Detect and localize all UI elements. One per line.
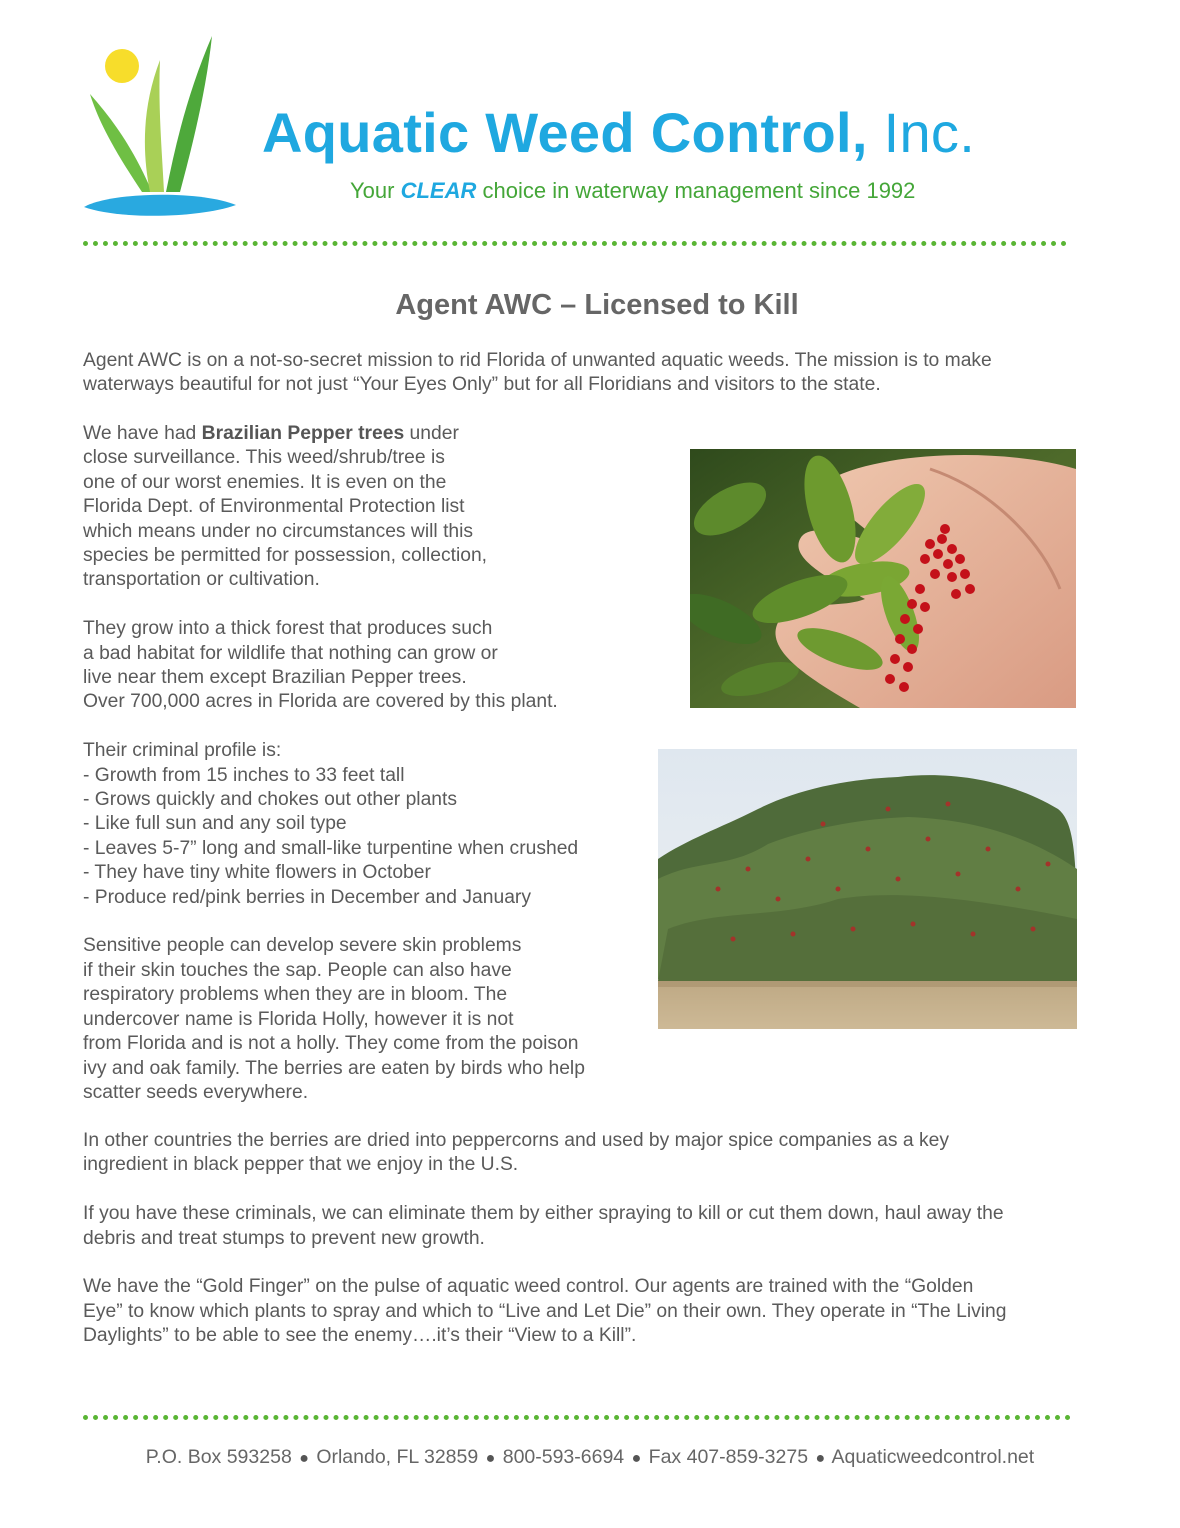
eliminate-line: debris and treat stumps to prevent new growth. (83, 1227, 485, 1249)
footer-fax: Fax 407-859-3275 (648, 1446, 809, 1468)
pepper-bush-photo (658, 749, 1077, 1029)
footer-phone: 800-593-6694 (502, 1446, 625, 1468)
profile-paragraph (83, 739, 653, 910)
forest-line: a bad habitat for wildlife that nothing can grow or (83, 642, 498, 664)
eliminate-line: If you have these criminals, we can eliminate them by either spraying to kill or cut them down, haul away the (83, 1203, 1004, 1225)
goldfinger-line: Eye” to know which plants to spray and which to “Live and Let Die” on their own. They operate in “The Living (83, 1300, 1007, 1322)
surveillance-bold: Brazilian Pepper trees (201, 423, 405, 444)
profile-item: - Produce red/pink berries in December and January (83, 886, 531, 908)
goldfinger-line: We have the “Gold Finger” on the pulse of aquatic weed control. Our agents are trained with the “Golden (83, 1276, 974, 1298)
sensitive-line: ivy and oak family. The berries are eaten by birds who help (83, 1057, 585, 1079)
company-logo (80, 32, 240, 222)
company-name-suffix: Inc. (883, 101, 976, 164)
forest-line: They grow into a thick forest that produces such (83, 618, 493, 640)
footer-contact (0, 1446, 1180, 1469)
bullet-separator-icon: ● (631, 1450, 642, 1467)
company-name (262, 100, 975, 165)
peppercorn-paragraph (83, 1129, 1123, 1178)
peppercorn-line: In other countries the berries are dried into peppercorns and used by major spice companies as a key (83, 1130, 949, 1151)
surveillance-after-bold: under (409, 423, 459, 444)
sensitive-line: Sensitive people can develop severe skin problems (83, 935, 522, 957)
profile-item: - Grows quickly and chokes out other plants (83, 789, 458, 811)
surveillance-first-line (83, 422, 653, 446)
left-column (83, 422, 653, 1130)
intro-paragraph (83, 349, 1123, 398)
header-divider (83, 241, 1067, 246)
grass-sun-water-logo-icon (80, 32, 240, 222)
tagline-prefix: Your (350, 178, 395, 203)
profile-item: - Growth from 15 inches to 33 feet tall (83, 764, 405, 786)
peppercorn-line: ingredient in black pepper that we enjoy in the U.S. (83, 1154, 519, 1176)
bullet-separator-icon: ● (299, 1450, 309, 1467)
profile-item: - Like full sun and any soil type (83, 813, 347, 835)
footer-city: Orlando, FL 32859 (316, 1446, 479, 1468)
berries-in-hand-photo (690, 449, 1076, 708)
surveillance-line: species be permitted for possession, collection, (83, 545, 488, 567)
sensitive-paragraph (83, 934, 653, 1105)
sensitive-line: scatter seeds everywhere. (83, 1081, 309, 1103)
profile-item: - Leaves 5-7” long and small-like turpentine when crushed (83, 837, 579, 859)
goldfinger-line: Daylights” to be able to see the enemy….it’s their “View to a Kill”. (83, 1325, 637, 1347)
sensitive-line: respiratory problems when they are in bloom. The (83, 984, 508, 1006)
intro-line: Agent AWC is on a not-so-secret mission to rid Florida of unwanted aquatic weeds. The mission is to make (83, 350, 992, 371)
tagline-suffix: choice in waterway management since 1992 (482, 178, 916, 203)
footer-divider (83, 1415, 1071, 1420)
article-headline: Agent AWC – Licensed to Kill (395, 289, 799, 321)
tagline (350, 178, 915, 204)
profile-item: - They have tiny white flowers in October (83, 862, 431, 884)
surveillance-line: transportation or cultivation. (83, 569, 320, 591)
bullet-separator-icon: ● (815, 1450, 826, 1467)
company-name-main: Aquatic Weed Control, (262, 101, 868, 164)
surveillance-paragraph (83, 422, 653, 593)
profile-title: Their criminal profile is: (83, 740, 282, 762)
sensitive-line: undercover name is Florida Holly, however it is not (83, 1008, 514, 1030)
forest-line: Over 700,000 acres in Florida are covered by this plant. (83, 691, 558, 713)
intro-line: waterways beautiful for not just “Your Eyes Only” but for all Floridians and visitors to the state. (83, 374, 881, 396)
bullet-separator-icon: ● (485, 1450, 496, 1467)
bottom-text (83, 1129, 1123, 1373)
surveillance-line: close surveillance. This weed/shrub/tree is (83, 447, 445, 469)
surveillance-line: which means under no circumstances will this (83, 520, 474, 542)
footer-po-box: P.O. Box 593258 (145, 1446, 292, 1468)
forest-line: live near them except Brazilian Pepper trees. (83, 667, 467, 689)
eliminate-paragraph (83, 1202, 1123, 1251)
surveillance-line: one of our worst enemies. It is even on the (83, 471, 447, 493)
sensitive-line: if their skin touches the sap. People can also have (83, 959, 512, 981)
tagline-highlight: CLEAR (400, 178, 477, 203)
surveillance-lead: We have had (83, 423, 197, 444)
surveillance-line: Florida Dept. of Environmental Protection list (83, 496, 465, 518)
footer-website-link[interactable]: Aquaticweedcontrol.net (831, 1446, 1035, 1468)
goldfinger-paragraph (83, 1275, 1123, 1348)
sensitive-line: from Florida and is not a holly. They come from the poison (83, 1033, 579, 1055)
forest-paragraph (83, 617, 653, 715)
